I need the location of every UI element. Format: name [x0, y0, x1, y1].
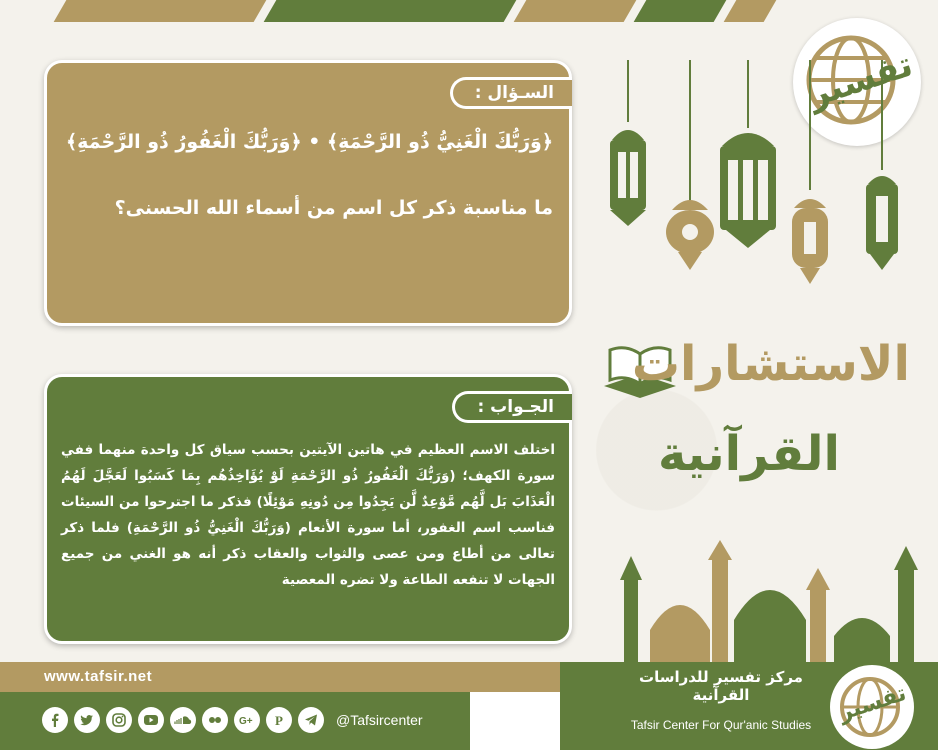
- lantern-3: [720, 133, 776, 248]
- question-card: [44, 60, 572, 326]
- lanterns-decoration: [590, 60, 910, 330]
- facebook-icon[interactable]: [42, 707, 68, 733]
- logo-text: تفسير: [803, 44, 918, 116]
- social-links: [42, 707, 423, 733]
- twitter-icon[interactable]: [74, 707, 100, 733]
- googleplus-icon[interactable]: [234, 707, 260, 733]
- answer-card: [44, 374, 572, 644]
- instagram-icon[interactable]: [106, 707, 132, 733]
- tafsir-logo-footer: [830, 665, 914, 749]
- title-line-1: الاستشارات: [631, 336, 910, 392]
- lantern-1: [610, 130, 646, 226]
- center-name: [616, 668, 826, 732]
- answer-tab: الجـواب :: [452, 391, 572, 423]
- youtube-icon[interactable]: [138, 707, 164, 733]
- title-art: [600, 330, 920, 530]
- question-verse: ﴿وَرَبُّكَ الْغَنِيُّ ذُو الرَّحْمَةِ﴾ • ﴿وَرَبُّكَ الْغَفُورُ ذُو الرَّحْمَةِ﴾: [66, 131, 553, 153]
- svg-text:G+: G+: [239, 716, 253, 727]
- question-tab: السـؤال :: [450, 77, 572, 109]
- soundcloud-icon[interactable]: [170, 707, 196, 733]
- lantern-5: [866, 176, 898, 270]
- telegram-icon[interactable]: [298, 707, 324, 733]
- center-name-arabic: مركز تفسير للدراسات القرآنية: [639, 668, 803, 704]
- center-name-english: Tafsir Center For Qur'anic Studies: [630, 718, 812, 732]
- pinterest-icon[interactable]: [266, 707, 292, 733]
- flickr-icon[interactable]: [202, 707, 228, 733]
- logo-text-footer: تفسير: [835, 680, 910, 727]
- social-handle[interactable]: @Tafsircenter: [336, 712, 423, 728]
- website-link[interactable]: www.tafsir.net: [44, 668, 153, 685]
- lantern-4: [792, 199, 828, 284]
- title-line-2: القرآنية: [657, 426, 840, 482]
- mosque-silhouette: [610, 540, 938, 664]
- svg-text:P: P: [275, 713, 283, 727]
- lantern-2: [666, 200, 714, 270]
- answer-text: اختلف الاسم العظيم في هاتين الآيتين بحسب سياق كل واحدة منهما ففي سورة الكهف؛ (وَرَبُّكَ الْغَفُورُ ذُو الرَّحْمَةِ لَوْ يُؤَاخِذُهُم بِمَا كَسَبُوا لَعَجَّلَ لَهُمُ الْعَذَابَ بَل لَّهُم مَّوْعِدٌ لَّن يَجِدُوا مِن دُونِهِ مَوْئِلًا) فذكر ما اجترحوا من السيئات فناسب اسم الغفور، أما سورة الأنعام (وَرَبُّكَ الْغَنِيُّ ذُو الرَّحْمَةِ) فلما ذكر تعالى من أطاع ومن عصى والثواب والعقاب ذكر أنه هو الغني من جميع الجهات لا تنفعه الطاعة ولا تضره المعصية: [61, 442, 555, 588]
- question-text: ما مناسبة ذكر كل اسم من أسماء الله الحسنى؟: [114, 197, 553, 219]
